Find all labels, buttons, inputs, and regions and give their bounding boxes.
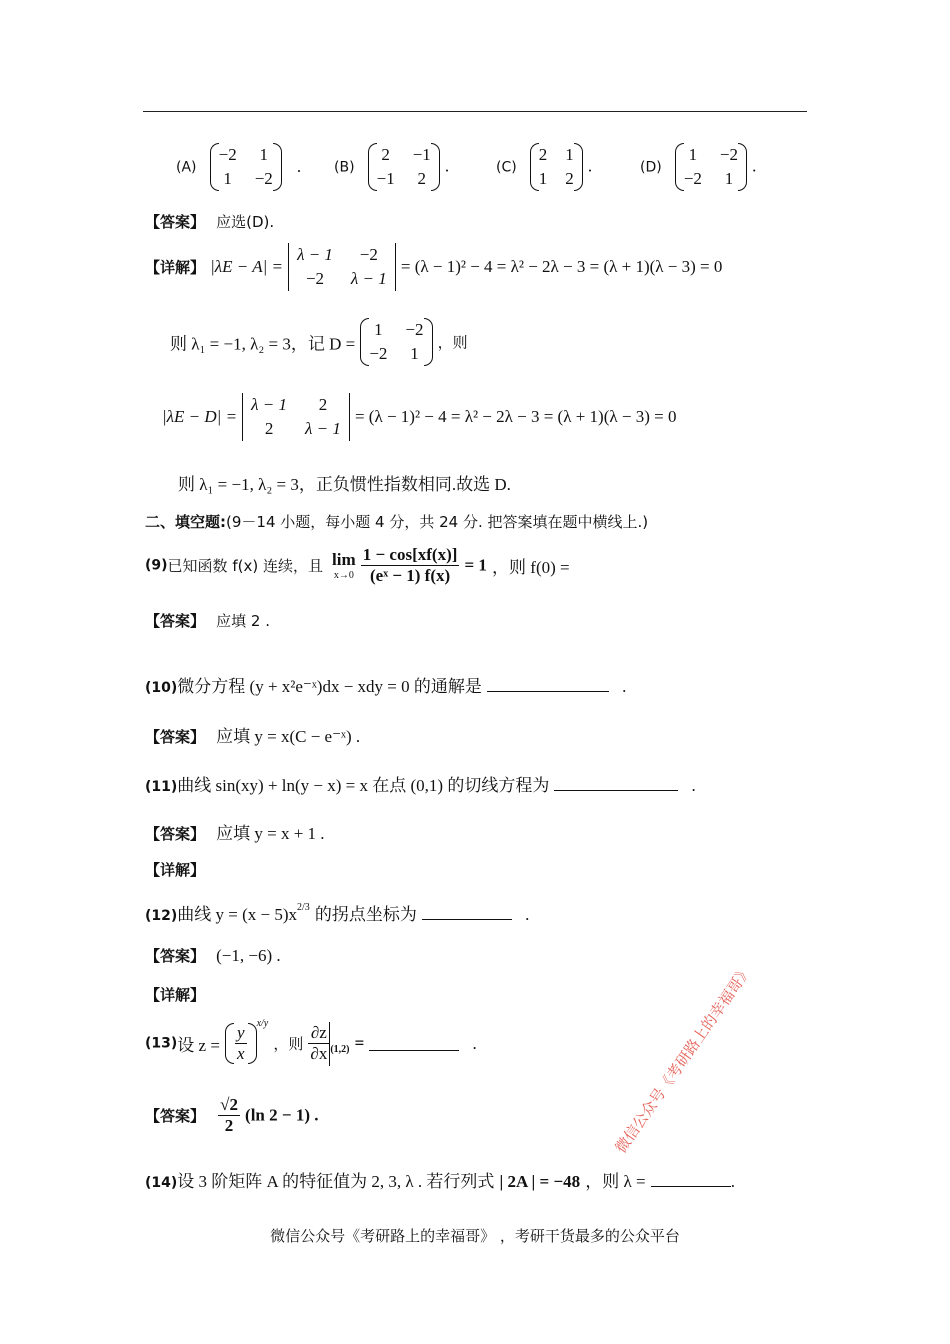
q8-detail-line1: 【详解】 |λE − A| = λ − 1 −2 −2 λ − 1 = (λ − 1)² − 4 = λ² − 2λ − 3 = (λ + 1)(λ − 3) = 0 <box>145 243 722 291</box>
q10: (10)微分方程 (y + x²e⁻ˣ)dx − xdy = 0 的通解是 . <box>145 677 627 696</box>
q8-conclusion: 则 λ₁ = −1, λ₂ = 3，正负惯性指数相同.故选 D. <box>178 475 511 494</box>
footer-text: 微信公众号《考研路上的幸福哥》 ，考研干货最多的公众平台 <box>270 1227 680 1245</box>
q13-blank[interactable] <box>369 1036 459 1051</box>
matrix-a: −2 1 1 −2 <box>210 143 282 191</box>
option-d: (D) 1 −2 −2 1 . <box>640 143 756 191</box>
q12-answer: 【答案】 (−1, −6) . <box>145 946 281 965</box>
q13-base: $\frac{y}{x}$ <box>225 1023 257 1064</box>
q10-blank[interactable] <box>487 677 609 692</box>
q13-derivative: $\frac{\partial z}{\partial x}$ <box>310 1023 328 1063</box>
q12-blank[interactable] <box>422 905 512 920</box>
section-title: 二、填空题:(9－14 小题，每小题 4 分，共 24 分. 把答案填在题中横线上.) <box>145 513 649 531</box>
q8-answer: 【答案】 应选(D). <box>145 213 275 231</box>
q11-answer: 【答案】 应填 y = x + 1 . <box>145 824 325 843</box>
matrix-b: 2 −1 −1 2 <box>368 143 440 191</box>
determinant-1: λ − 1 −2 −2 λ − 1 <box>288 243 396 291</box>
q13-answer: 【答案】 $\frac{√2}{2}$ (ln 2 − 1) . <box>145 1095 319 1135</box>
q8-detail-line2: 则 λ₁ = −1, λ₂ = 3，记 D = 1 −2 −2 1 ，则 <box>170 318 468 366</box>
option-c: (C) 2 1 1 2 . <box>496 143 592 191</box>
q9-fraction: $\frac{1 - \cos[xf(x)]}{\text{(eˣ − 1) f(x)}}$ <box>362 545 458 585</box>
q13: (13)设 z = $\frac{y}{x}$ $^{x/y}$ ，则 $\frac{\partial z}{\partial x}$ $_{(1,2)}$ = . <box>145 1018 477 1066</box>
matrix-d-def: 1 −2 −2 1 <box>360 318 432 366</box>
q11-detail: 【详解】 <box>145 861 206 879</box>
q11-blank[interactable] <box>554 776 678 791</box>
q12: (12)曲线 $y = (x - 5)x^{2/3}$ 的拐点坐标为 . <box>145 902 530 924</box>
option-a: (A) −2 1 1 −2 . <box>176 143 301 191</box>
determinant-2: λ − 1 2 2 λ − 1 <box>242 393 350 441</box>
matrix-c: 2 1 1 2 <box>530 143 583 191</box>
watermark: 微信公众号《考研路上的幸福哥》 <box>611 961 756 1157</box>
q11: (11)曲线 sin(xy) + ln(y − x) = x 在点 (0,1) 的切线方程为 . <box>145 776 696 795</box>
matrix-d: 1 −2 −2 1 <box>675 143 747 191</box>
q8-detail-line3: |λE − D| = λ − 1 2 2 λ − 1 = (λ − 1)² − 4 = λ² − 2λ − 3 = (λ + 1)(λ − 3) = 0 <box>162 393 676 441</box>
q10-answer: 【答案】 应填 y = x(C − e⁻ˣ) . <box>145 727 361 746</box>
q9: (9)已知函数 f(x) 连续，且 lim x→0 $\frac{1 - \cos[xf(x)]}{\text{(eˣ − 1) f(x)}}$ = 1 ，则 f(0) = <box>145 545 570 585</box>
header-rule <box>143 111 807 112</box>
q12-detail: 【详解】 <box>145 986 206 1004</box>
option-b: (B) 2 −1 −1 2 . <box>334 143 449 191</box>
q9-answer: 【答案】 应填 2 . <box>145 612 270 630</box>
q14-blank[interactable] <box>651 1172 731 1187</box>
q14: (14)设 3 阶矩阵 A 的特征值为 2, 3, λ . 若行列式 | 2A | = −48 ，则 λ = . <box>145 1172 735 1191</box>
